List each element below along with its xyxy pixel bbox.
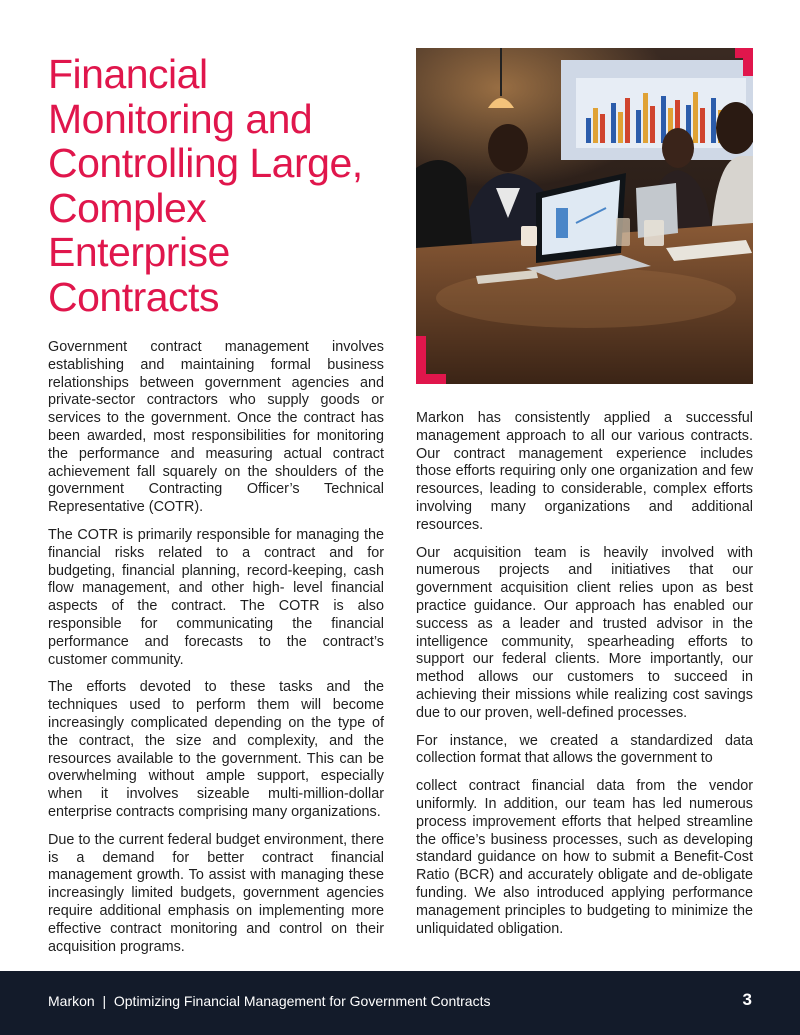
meeting-photo: [416, 48, 753, 384]
page-title: Financial Monitoring and Controlling Large, Complex Enterprise Contracts: [48, 51, 363, 320]
body-paragraph: Government contract management involves establishing and maintaining formal business relationships between government agencies and private-sector contractors who supply goods or services to the government. Once the contract has been awarded, most responsibilities for monitoring the performance and measuring actual contract achievement fall squarely on the shoulders of the government Contracting Officer’s Technical Representative (COTR).: [48, 339, 384, 516]
left-column: [48, 339, 384, 966]
body-paragraph: Our acquisition team is heavily involved with numerous projects and initiatives that our government acquisition client relies upon as best practice guidance. Our approach has enabled our success as a leader and trusted advisor in the intelligence community, spearheading efforts to support our federal clients. More importantly, our method allows our customers to succeed in achieving their missions while realizing cost savings due to our proven, well-defined processes.: [416, 544, 753, 721]
body-paragraph: The efforts devoted to these tasks and the techniques used to perform them will become increasingly complicated depending on the type of the contract, the size and complexity, and the resources available to the government. This can be overwhelming without ample support, especially when it involves sizeable multi-million-dollar enterprise contracts comprising many organizations.: [48, 679, 384, 820]
body-paragraph: collect contract financial data from the vendor uniformly. In addition, our team has led numerous process improvement efforts that helped streamline the office’s business processes, such as developing standard guidance on how to submit a Benefit-Cost Ratio (BCR) and accurately obligate and de-obligate funding. We also introduced applying performance management principles to budgeting to minimize the unliquidated obligation.: [416, 778, 753, 937]
body-paragraph: Markon has consistently applied a successful management approach to all our various contracts. Our contract management experience includes those efforts requiring only one organization and few resources, leading to considerable, complex efforts involving many organizations and additional resources.: [416, 410, 753, 533]
body-paragraph: The COTR is primarily responsible for managing the financial risks related to a contract and for budgeting, financial planning, record-keeping, cash flow management, and other high- level financial aspects of the contract. The COTR is also responsible for communicating the financial performance and forecasts to the contract’s customer community.: [48, 526, 384, 668]
body-paragraph: Due to the current federal budget environment, there is a demand for better contract financial management growth. To assist with managing these increasingly limited budgets, government agencies require additional emphasis on implementing more effective contract monitoring and control on their acquisition programs.: [48, 831, 384, 955]
page-footer: [0, 971, 800, 1035]
page-number: 3: [742, 990, 752, 1009]
right-column: [416, 410, 753, 948]
body-paragraph: For instance, we created a standardized data collection format that allows the government to: [416, 732, 753, 767]
footer-title: Markon | Optimizing Financial Management for Government Contracts: [48, 993, 491, 1009]
